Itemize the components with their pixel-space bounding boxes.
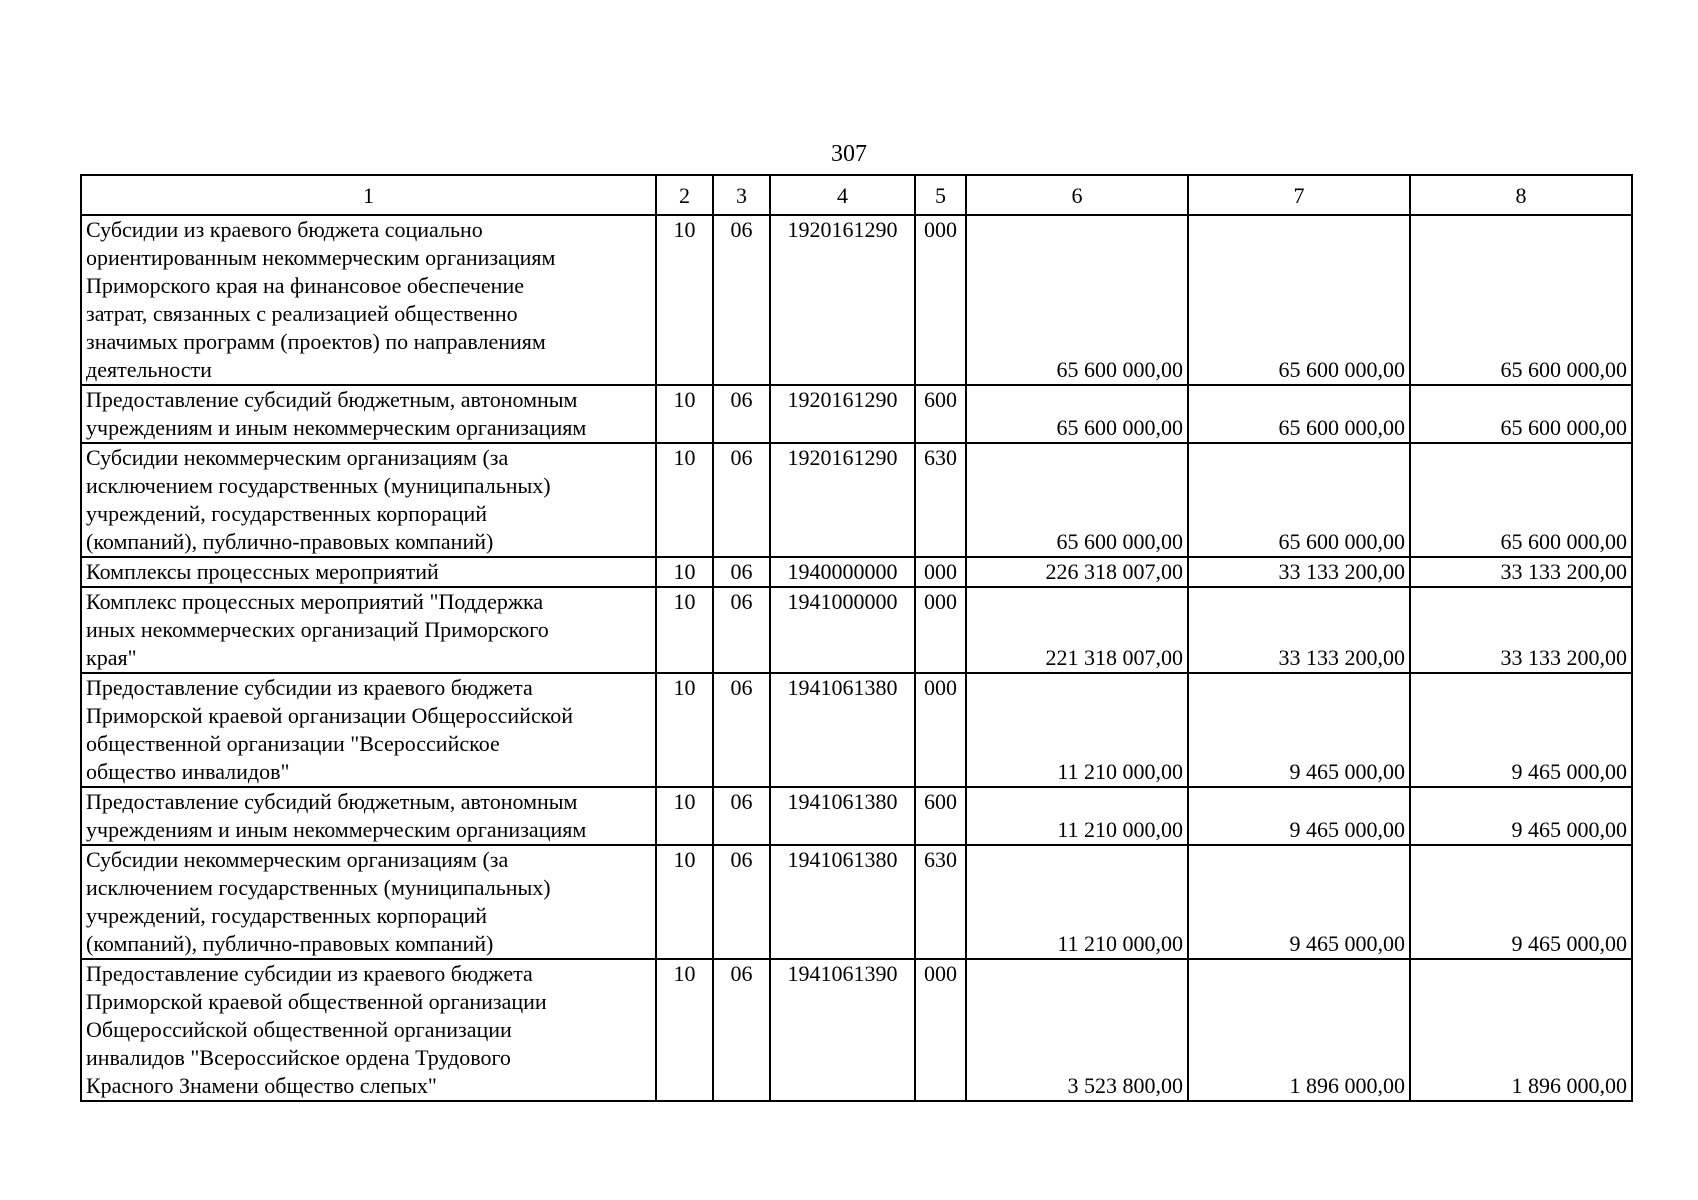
amount-col6: 226 318 007,00 (966, 557, 1188, 587)
section-code: 10 (656, 673, 713, 787)
amount-col6: 65 600 000,00 (966, 385, 1188, 443)
table-row (81, 673, 1632, 787)
subsection-code: 06 (713, 959, 770, 1101)
expense-type-code: 000 (915, 673, 966, 787)
column-header: 1 (81, 175, 656, 215)
expense-type-code: 600 (915, 385, 966, 443)
amount-col6: 221 318 007,00 (966, 587, 1188, 673)
column-header: 3 (713, 175, 770, 215)
amount-col8: 65 600 000,00 (1410, 385, 1632, 443)
target-code: 1941061380 (770, 673, 915, 787)
amount-col7: 65 600 000,00 (1188, 215, 1410, 385)
subsection-code: 06 (713, 845, 770, 959)
item-name: Комплекс процессных мероприятий "Поддержка иных некоммерческих организаций Приморского края" (81, 587, 656, 673)
page-number: 307 (831, 141, 867, 167)
column-header: 5 (915, 175, 966, 215)
amount-col6: 11 210 000,00 (966, 673, 1188, 787)
section-code: 10 (656, 787, 713, 845)
column-header: 2 (656, 175, 713, 215)
amount-col7: 9 465 000,00 (1188, 787, 1410, 845)
section-code: 10 (656, 385, 713, 443)
expense-type-code: 600 (915, 787, 966, 845)
amount-col7: 33 133 200,00 (1188, 557, 1410, 587)
expense-type-code: 000 (915, 215, 966, 385)
item-name: Предоставление субсидий бюджетным, автономным учреждениям и иным некоммерческим организациям (81, 787, 656, 845)
section-code: 10 (656, 845, 713, 959)
table-row (81, 787, 1632, 845)
target-code: 1920161290 (770, 215, 915, 385)
target-code: 1920161290 (770, 385, 915, 443)
item-name: Предоставление субсидии из краевого бюджета Приморской краевой общественной организации Общероссийской общественной организации инвалидов "Всероссийское ордена Трудового Красного Знамени общество слепых" (81, 959, 656, 1101)
amount-col8: 9 465 000,00 (1410, 673, 1632, 787)
expense-type-code: 630 (915, 443, 966, 557)
expense-type-code: 000 (915, 557, 966, 587)
subsection-code: 06 (713, 443, 770, 557)
subsection-code: 06 (713, 673, 770, 787)
item-name: Субсидии некоммерческим организациям (за исключением государственных (муниципальных) учреждений, государственных корпораций (компаний), публично-правовых компаний) (81, 443, 656, 557)
target-code: 1941061380 (770, 845, 915, 959)
amount-col7: 9 465 000,00 (1188, 845, 1410, 959)
item-name: Субсидии из краевого бюджета социально ориентированным некоммерческим организациям Приморского края на финансовое обеспечение затрат, связанных с реализацией общественно значимых программ (проектов) по направлениям деятельности (81, 215, 656, 385)
section-code: 10 (656, 215, 713, 385)
section-code: 10 (656, 587, 713, 673)
item-name: Предоставление субсидии из краевого бюджета Приморской краевой организации Общероссийской общественной организации "Всероссийское общество инвалидов" (81, 673, 656, 787)
amount-col8: 9 465 000,00 (1410, 787, 1632, 845)
amount-col6: 65 600 000,00 (966, 443, 1188, 557)
amount-col8: 9 465 000,00 (1410, 845, 1632, 959)
subsection-code: 06 (713, 787, 770, 845)
subsection-code: 06 (713, 557, 770, 587)
column-header: 6 (966, 175, 1188, 215)
amount-col8: 65 600 000,00 (1410, 215, 1632, 385)
target-code: 1940000000 (770, 557, 915, 587)
expense-type-code: 000 (915, 959, 966, 1101)
expense-type-code: 000 (915, 587, 966, 673)
item-name: Субсидии некоммерческим организациям (за исключением государственных (муниципальных) учреждений, государственных корпораций (компаний), публично-правовых компаний) (81, 845, 656, 959)
subsection-code: 06 (713, 215, 770, 385)
table-row (81, 845, 1632, 959)
section-code: 10 (656, 557, 713, 587)
target-code: 1941061380 (770, 787, 915, 845)
amount-col6: 3 523 800,00 (966, 959, 1188, 1101)
amount-col8: 33 133 200,00 (1410, 587, 1632, 673)
target-code: 1941061390 (770, 959, 915, 1101)
amount-col8: 65 600 000,00 (1410, 443, 1632, 557)
subsection-code: 06 (713, 385, 770, 443)
amount-col6: 65 600 000,00 (966, 215, 1188, 385)
amount-col6: 11 210 000,00 (966, 845, 1188, 959)
target-code: 1920161290 (770, 443, 915, 557)
amount-col6: 11 210 000,00 (966, 787, 1188, 845)
target-code: 1941000000 (770, 587, 915, 673)
section-code: 10 (656, 443, 713, 557)
table-row (81, 959, 1632, 1101)
expense-type-code: 630 (915, 845, 966, 959)
section-code: 10 (656, 959, 713, 1101)
amount-col7: 65 600 000,00 (1188, 443, 1410, 557)
amount-col7: 65 600 000,00 (1188, 385, 1410, 443)
amount-col7: 9 465 000,00 (1188, 673, 1410, 787)
table-row (81, 557, 1632, 587)
item-name: Комплексы процессных мероприятий (81, 557, 656, 587)
item-name: Предоставление субсидий бюджетным, автономным учреждениям и иным некоммерческим организациям (81, 385, 656, 443)
column-header: 4 (770, 175, 915, 215)
amount-col8: 1 896 000,00 (1410, 959, 1632, 1101)
column-header: 8 (1410, 175, 1632, 215)
table-row (81, 385, 1632, 443)
table-row (81, 443, 1632, 557)
budget-table (80, 174, 1633, 1102)
subsection-code: 06 (713, 587, 770, 673)
amount-col7: 33 133 200,00 (1188, 587, 1410, 673)
table-row (81, 215, 1632, 385)
header-row (81, 175, 1632, 215)
amount-col7: 1 896 000,00 (1188, 959, 1410, 1101)
column-header: 7 (1188, 175, 1410, 215)
amount-col8: 33 133 200,00 (1410, 557, 1632, 587)
table-row (81, 587, 1632, 673)
